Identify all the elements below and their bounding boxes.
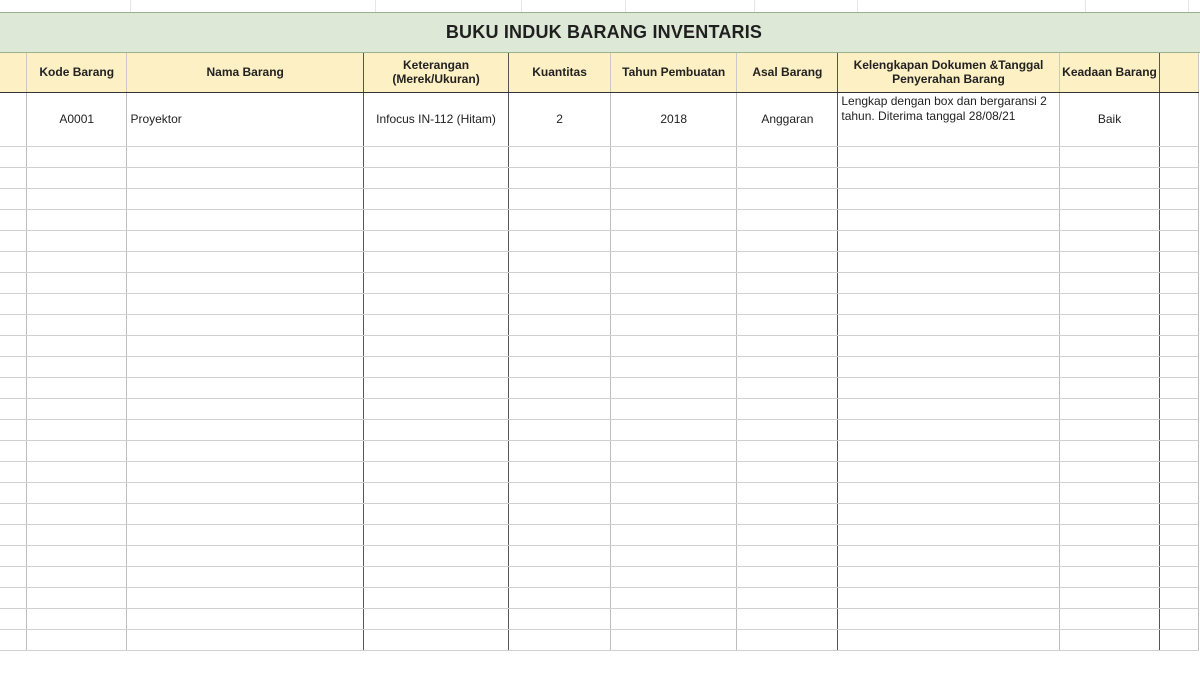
empty-cell[interactable] [838, 629, 1059, 650]
empty-cell[interactable] [0, 188, 27, 209]
empty-row [0, 230, 1199, 251]
empty-cell[interactable] [1160, 146, 1199, 167]
empty-cell[interactable] [838, 251, 1059, 272]
empty-cell[interactable] [27, 545, 127, 566]
empty-cell[interactable] [1160, 377, 1199, 398]
sheet-title: BUKU INDUK BARANG INVENTARIS [445, 22, 763, 42]
empty-cell[interactable] [1059, 440, 1160, 461]
empty-cell[interactable] [838, 356, 1059, 377]
empty-cell[interactable] [363, 146, 508, 167]
empty-row [0, 209, 1199, 230]
empty-row [0, 524, 1199, 545]
empty-cell[interactable] [737, 524, 838, 545]
empty-cell[interactable] [1059, 398, 1160, 419]
title-row[interactable] [0, 12, 1200, 53]
empty-cell[interactable] [27, 272, 127, 293]
empty-row [0, 377, 1199, 398]
empty-cell[interactable] [27, 419, 127, 440]
empty-cell[interactable] [1160, 587, 1199, 608]
empty-cell[interactable] [611, 335, 737, 356]
empty-cell[interactable] [27, 167, 127, 188]
empty-cell[interactable] [0, 587, 27, 608]
empty-cell[interactable] [363, 230, 508, 251]
empty-cell[interactable] [737, 251, 838, 272]
empty-cell[interactable] [737, 188, 838, 209]
header-cell-nama-barang[interactable]: Nama Barang [127, 53, 364, 92]
empty-cell[interactable] [127, 461, 364, 482]
empty-cell[interactable] [127, 629, 364, 650]
header-cell-no[interactable] [0, 53, 27, 92]
empty-cell[interactable] [363, 503, 508, 524]
empty-cell[interactable] [611, 482, 737, 503]
cell-keterangan[interactable]: Infocus IN-112 (Hitam) [363, 92, 508, 146]
cell-tahun-pembuatan[interactable]: 2018 [611, 92, 737, 146]
empty-cell[interactable] [127, 293, 364, 314]
empty-cell[interactable] [838, 461, 1059, 482]
header-cell-kuantitas[interactable]: Kuantitas [509, 53, 611, 92]
empty-cell[interactable] [363, 251, 508, 272]
empty-cell[interactable] [838, 167, 1059, 188]
empty-cell[interactable] [27, 293, 127, 314]
empty-cell[interactable] [0, 146, 27, 167]
empty-cell[interactable] [509, 587, 611, 608]
empty-cell[interactable] [838, 440, 1059, 461]
empty-cell[interactable] [1160, 629, 1199, 650]
empty-cell[interactable] [363, 419, 508, 440]
empty-cell[interactable] [611, 167, 737, 188]
empty-cell[interactable] [838, 545, 1059, 566]
empty-cell[interactable] [838, 230, 1059, 251]
empty-cell[interactable] [509, 503, 611, 524]
empty-cell[interactable] [838, 608, 1059, 629]
empty-cell[interactable] [1059, 566, 1160, 587]
empty-cell[interactable] [0, 167, 27, 188]
empty-cell[interactable] [363, 314, 508, 335]
empty-cell[interactable] [737, 398, 838, 419]
cell-kode-barang[interactable]: A0001 [27, 92, 127, 146]
empty-cell[interactable] [127, 377, 364, 398]
empty-cell[interactable] [1160, 503, 1199, 524]
empty-cell[interactable] [611, 440, 737, 461]
empty-cell[interactable] [27, 461, 127, 482]
empty-cell[interactable] [1160, 461, 1199, 482]
empty-cell[interactable] [27, 335, 127, 356]
empty-row [0, 272, 1199, 293]
empty-cell[interactable] [1160, 419, 1199, 440]
empty-cell[interactable] [737, 629, 838, 650]
empty-cell[interactable] [611, 251, 737, 272]
empty-cell[interactable] [27, 377, 127, 398]
header-cell-extra[interactable] [1160, 53, 1199, 92]
empty-cell[interactable] [611, 524, 737, 545]
empty-cell[interactable] [1059, 356, 1160, 377]
empty-cell[interactable] [127, 251, 364, 272]
empty-cell[interactable] [737, 230, 838, 251]
empty-cell[interactable] [611, 209, 737, 230]
empty-cell[interactable] [611, 230, 737, 251]
empty-cell[interactable] [509, 251, 611, 272]
empty-cell[interactable] [509, 398, 611, 419]
empty-cell[interactable] [127, 146, 364, 167]
empty-cell[interactable] [737, 608, 838, 629]
empty-row [0, 440, 1199, 461]
empty-cell[interactable] [611, 545, 737, 566]
empty-cell[interactable] [0, 251, 27, 272]
empty-cell[interactable] [1059, 272, 1160, 293]
empty-cell[interactable] [27, 608, 127, 629]
empty-row [0, 545, 1199, 566]
empty-cell[interactable] [363, 629, 508, 650]
empty-cell[interactable] [0, 230, 27, 251]
empty-cell[interactable] [1059, 419, 1160, 440]
empty-cell[interactable] [0, 440, 27, 461]
empty-cell[interactable] [737, 377, 838, 398]
empty-cell[interactable] [27, 566, 127, 587]
empty-row [0, 335, 1199, 356]
empty-cell[interactable] [363, 461, 508, 482]
empty-cell[interactable] [0, 629, 27, 650]
empty-cell[interactable] [838, 419, 1059, 440]
empty-cell[interactable] [1160, 209, 1199, 230]
empty-cell[interactable] [0, 419, 27, 440]
empty-cell[interactable] [127, 356, 364, 377]
empty-cell[interactable] [0, 377, 27, 398]
empty-cell[interactable] [737, 335, 838, 356]
empty-row [0, 629, 1199, 650]
empty-cell[interactable] [838, 293, 1059, 314]
empty-cell[interactable] [1160, 608, 1199, 629]
empty-cell[interactable] [1059, 608, 1160, 629]
empty-cell[interactable] [737, 545, 838, 566]
empty-cell[interactable] [509, 419, 611, 440]
empty-row [0, 146, 1199, 167]
empty-cell[interactable] [127, 566, 364, 587]
empty-cell[interactable] [363, 545, 508, 566]
empty-cell[interactable] [0, 461, 27, 482]
empty-cell[interactable] [737, 167, 838, 188]
empty-cell[interactable] [509, 629, 611, 650]
empty-row [0, 398, 1199, 419]
empty-cell[interactable] [509, 167, 611, 188]
empty-row [0, 503, 1199, 524]
empty-cell[interactable] [363, 377, 508, 398]
header-cell-keterangan[interactable]: Keterangan (Merek/Ukuran) [363, 53, 508, 92]
empty-row [0, 566, 1199, 587]
empty-cell[interactable] [0, 293, 27, 314]
empty-cell[interactable] [1059, 293, 1160, 314]
empty-cell[interactable] [509, 146, 611, 167]
empty-cell[interactable] [1059, 314, 1160, 335]
empty-cell[interactable] [127, 419, 364, 440]
empty-cell[interactable] [737, 440, 838, 461]
empty-cell[interactable] [0, 503, 27, 524]
empty-cell[interactable] [611, 587, 737, 608]
empty-cell[interactable] [611, 188, 737, 209]
empty-cell[interactable] [1160, 356, 1199, 377]
empty-cell[interactable] [737, 356, 838, 377]
empty-cell[interactable] [0, 314, 27, 335]
empty-cell[interactable] [509, 377, 611, 398]
empty-cell[interactable] [509, 272, 611, 293]
empty-cell[interactable] [127, 335, 364, 356]
header-row [0, 53, 1199, 92]
empty-cell[interactable] [509, 461, 611, 482]
empty-cell[interactable] [1160, 167, 1199, 188]
empty-cell[interactable] [27, 146, 127, 167]
empty-cell[interactable] [363, 188, 508, 209]
empty-cell[interactable] [737, 314, 838, 335]
empty-cell[interactable] [838, 146, 1059, 167]
empty-cell[interactable] [611, 398, 737, 419]
empty-cell[interactable] [1059, 524, 1160, 545]
empty-cell[interactable] [1059, 461, 1160, 482]
cell-kuantitas[interactable]: 2 [509, 92, 611, 146]
empty-cell[interactable] [1160, 314, 1199, 335]
empty-cell[interactable] [611, 503, 737, 524]
empty-cell[interactable] [127, 314, 364, 335]
empty-cell[interactable] [838, 272, 1059, 293]
empty-cell[interactable] [0, 482, 27, 503]
empty-cell[interactable] [611, 314, 737, 335]
empty-cell[interactable] [127, 587, 364, 608]
empty-cell[interactable] [509, 482, 611, 503]
empty-cell[interactable] [1160, 398, 1199, 419]
empty-cell[interactable] [611, 356, 737, 377]
empty-cell[interactable] [838, 335, 1059, 356]
empty-cell[interactable] [0, 545, 27, 566]
empty-cell[interactable] [127, 503, 364, 524]
empty-cell[interactable] [0, 566, 27, 587]
empty-cell[interactable] [1160, 293, 1199, 314]
empty-cell[interactable] [1160, 482, 1199, 503]
empty-cell[interactable] [737, 293, 838, 314]
empty-cell[interactable] [509, 209, 611, 230]
empty-cell[interactable] [363, 272, 508, 293]
empty-cell[interactable] [127, 608, 364, 629]
empty-cell[interactable] [1160, 566, 1199, 587]
empty-cell[interactable] [363, 608, 508, 629]
empty-cell[interactable] [611, 419, 737, 440]
empty-cell[interactable] [737, 272, 838, 293]
empty-cell[interactable] [363, 566, 508, 587]
empty-cell[interactable] [509, 356, 611, 377]
empty-cell[interactable] [363, 335, 508, 356]
empty-row [0, 587, 1199, 608]
empty-cell[interactable] [27, 251, 127, 272]
empty-cell[interactable] [127, 230, 364, 251]
empty-cell[interactable] [838, 566, 1059, 587]
empty-row [0, 356, 1199, 377]
empty-cell[interactable] [363, 293, 508, 314]
empty-cell[interactable] [838, 188, 1059, 209]
empty-cell[interactable] [1059, 251, 1160, 272]
empty-cell[interactable] [611, 146, 737, 167]
empty-cell[interactable] [509, 440, 611, 461]
empty-cell[interactable] [838, 377, 1059, 398]
top-grid-strip [0, 0, 1200, 12]
empty-cell[interactable] [1059, 335, 1160, 356]
empty-cell[interactable] [0, 398, 27, 419]
cell-nama-barang[interactable]: Proyektor [127, 92, 364, 146]
empty-cell[interactable] [509, 188, 611, 209]
empty-cell[interactable] [127, 398, 364, 419]
empty-cell[interactable] [1059, 209, 1160, 230]
empty-cell[interactable] [509, 608, 611, 629]
empty-cell[interactable] [509, 566, 611, 587]
empty-cell[interactable] [0, 356, 27, 377]
empty-cell[interactable] [838, 503, 1059, 524]
empty-cell[interactable] [838, 482, 1059, 503]
empty-cell[interactable] [737, 587, 838, 608]
empty-cell[interactable] [838, 314, 1059, 335]
empty-cell[interactable] [509, 524, 611, 545]
empty-cell[interactable] [363, 209, 508, 230]
empty-cell[interactable] [611, 566, 737, 587]
empty-cell[interactable] [127, 440, 364, 461]
header-cell-kode-barang[interactable]: Kode Barang [27, 53, 127, 92]
empty-cell[interactable] [838, 209, 1059, 230]
empty-cell[interactable] [1160, 230, 1199, 251]
empty-cell[interactable] [0, 335, 27, 356]
cell-keadaan-barang[interactable]: Baik [1059, 92, 1160, 146]
empty-cell[interactable] [737, 461, 838, 482]
empty-cell[interactable] [1160, 545, 1199, 566]
empty-cell[interactable] [363, 356, 508, 377]
empty-cell[interactable] [127, 209, 364, 230]
header-cell-keadaan-barang[interactable]: Keadaan Barang [1059, 53, 1160, 92]
empty-cell[interactable] [27, 524, 127, 545]
empty-cell[interactable] [127, 272, 364, 293]
empty-cell[interactable] [611, 629, 737, 650]
empty-cell[interactable] [1059, 503, 1160, 524]
empty-cell[interactable] [1059, 230, 1160, 251]
empty-cell[interactable] [27, 209, 127, 230]
empty-cell[interactable] [611, 272, 737, 293]
empty-cell[interactable] [27, 587, 127, 608]
empty-row [0, 461, 1199, 482]
empty-row [0, 314, 1199, 335]
empty-cell[interactable] [27, 398, 127, 419]
empty-cell[interactable] [838, 524, 1059, 545]
empty-cell[interactable] [1059, 482, 1160, 503]
empty-row [0, 293, 1199, 314]
empty-cell[interactable] [1160, 335, 1199, 356]
empty-cell[interactable] [363, 167, 508, 188]
cell-asal-barang[interactable]: Anggaran [737, 92, 838, 146]
empty-cell[interactable] [27, 356, 127, 377]
empty-cell[interactable] [1160, 188, 1199, 209]
cell-extra[interactable] [1160, 92, 1199, 146]
empty-cell[interactable] [737, 146, 838, 167]
empty-cell[interactable] [1059, 587, 1160, 608]
empty-cell[interactable] [509, 545, 611, 566]
empty-cell[interactable] [363, 440, 508, 461]
empty-cell[interactable] [509, 293, 611, 314]
empty-cell[interactable] [1160, 251, 1199, 272]
empty-cell[interactable] [363, 587, 508, 608]
empty-cell[interactable] [127, 524, 364, 545]
empty-cell[interactable] [127, 482, 364, 503]
empty-cell[interactable] [1160, 524, 1199, 545]
empty-cell[interactable] [737, 503, 838, 524]
table-row [0, 92, 1199, 146]
empty-row [0, 419, 1199, 440]
empty-cell[interactable] [127, 188, 364, 209]
empty-row [0, 482, 1199, 503]
empty-cell[interactable] [509, 335, 611, 356]
header-cell-asal-barang[interactable]: Asal Barang [737, 53, 838, 92]
empty-row [0, 167, 1199, 188]
empty-cell[interactable] [27, 314, 127, 335]
empty-cell[interactable] [1059, 377, 1160, 398]
empty-cell[interactable] [1160, 440, 1199, 461]
empty-cell[interactable] [0, 524, 27, 545]
inventory-table [0, 53, 1199, 651]
empty-cell[interactable] [1059, 146, 1160, 167]
header-cell-kelengkapan-dokumen[interactable]: Kelengkapan Dokumen &Tanggal Penyerahan Barang [838, 53, 1059, 92]
empty-cell[interactable] [27, 629, 127, 650]
empty-cell[interactable] [509, 314, 611, 335]
empty-row [0, 251, 1199, 272]
empty-cell[interactable] [0, 608, 27, 629]
empty-cell[interactable] [27, 188, 127, 209]
empty-cell[interactable] [1059, 188, 1160, 209]
empty-cell[interactable] [737, 566, 838, 587]
empty-cell[interactable] [27, 503, 127, 524]
empty-cell[interactable] [838, 587, 1059, 608]
empty-cell[interactable] [611, 293, 737, 314]
empty-cell[interactable] [1059, 629, 1160, 650]
empty-cell[interactable] [27, 440, 127, 461]
empty-row [0, 188, 1199, 209]
empty-cell[interactable] [737, 419, 838, 440]
empty-row [0, 608, 1199, 629]
empty-cell[interactable] [0, 272, 27, 293]
header-cell-tahun-pembuatan[interactable]: Tahun Pembuatan [611, 53, 737, 92]
empty-cell[interactable] [1059, 167, 1160, 188]
empty-cell[interactable] [611, 461, 737, 482]
empty-cell[interactable] [27, 230, 127, 251]
empty-cell[interactable] [127, 545, 364, 566]
empty-cell[interactable] [611, 608, 737, 629]
empty-cell[interactable] [1059, 545, 1160, 566]
empty-cell[interactable] [127, 167, 364, 188]
empty-cell[interactable] [838, 398, 1059, 419]
cell-no[interactable] [0, 92, 27, 146]
empty-cell[interactable] [509, 230, 611, 251]
empty-cell[interactable] [611, 377, 737, 398]
empty-cell[interactable] [27, 482, 127, 503]
cell-kelengkapan-dokumen[interactable]: Lengkap dengan box dan bergaransi 2 tahun. Diterima tanggal 28/08/21 [838, 92, 1059, 146]
empty-cell[interactable] [0, 209, 27, 230]
empty-cell[interactable] [737, 209, 838, 230]
empty-cell[interactable] [1160, 272, 1199, 293]
empty-cell[interactable] [363, 398, 508, 419]
empty-cell[interactable] [363, 524, 508, 545]
empty-cell[interactable] [737, 482, 838, 503]
empty-cell[interactable] [363, 482, 508, 503]
